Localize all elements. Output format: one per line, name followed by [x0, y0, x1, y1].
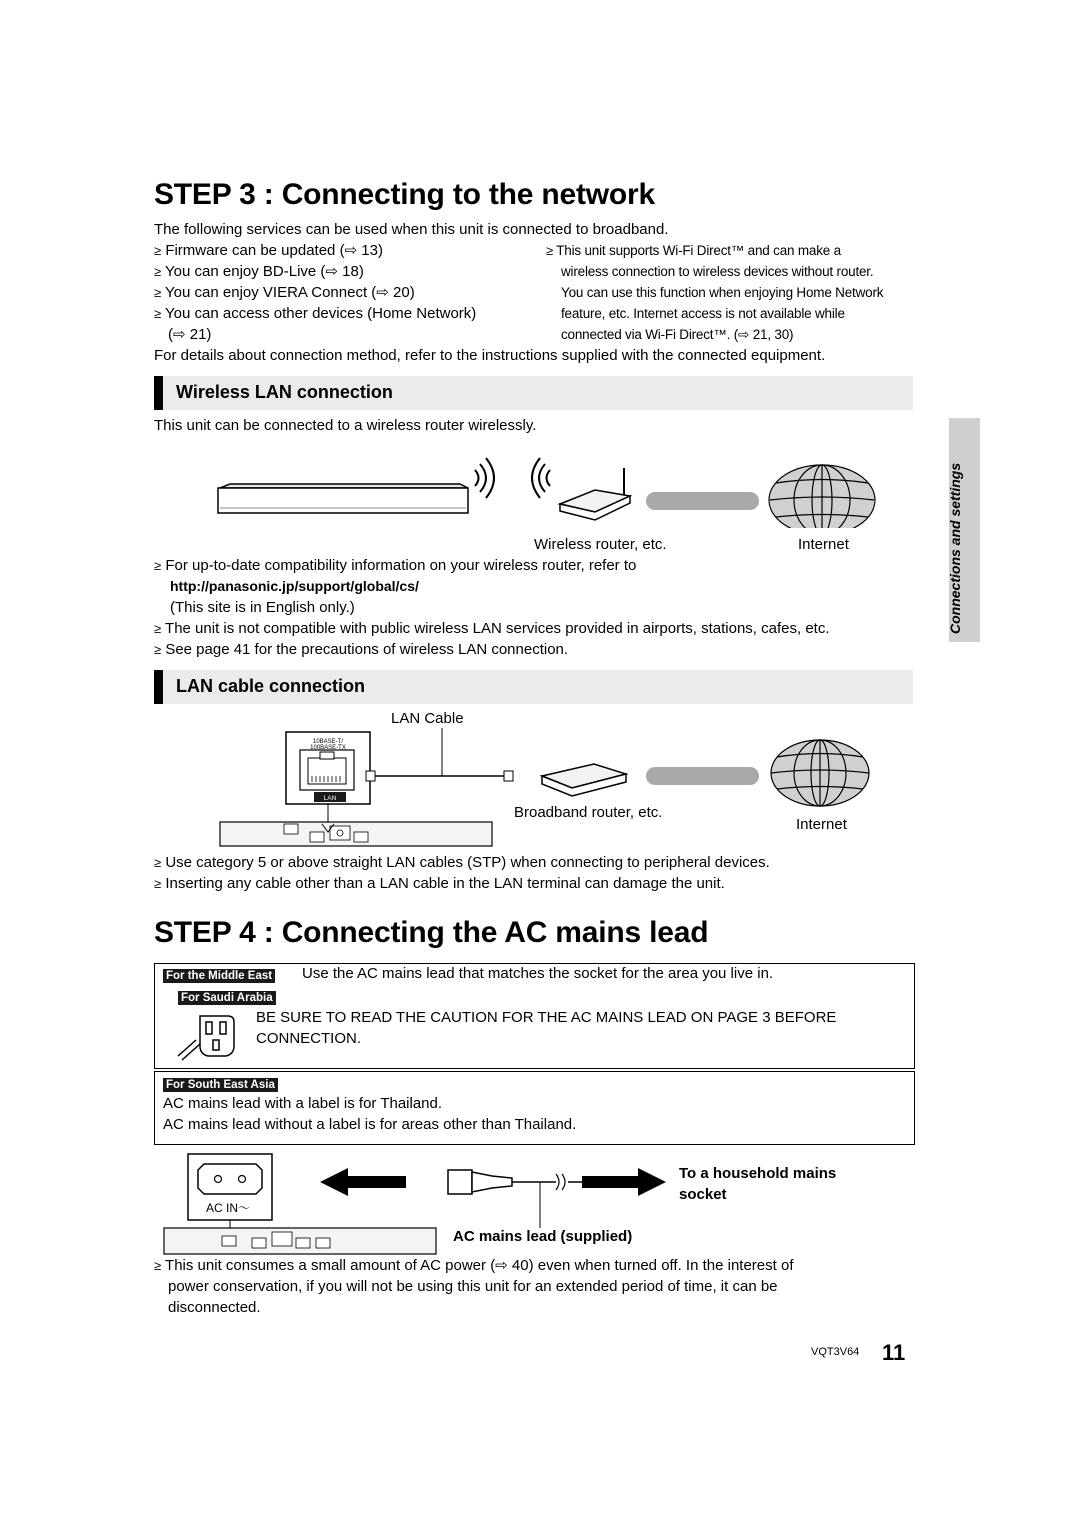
wireless-router-label: Wireless router, etc.	[534, 536, 667, 553]
step3-title: STEP 3 : Connecting to the network	[154, 178, 656, 211]
internet-globe-icon	[771, 740, 869, 806]
left-arrow-icon	[320, 1168, 406, 1196]
note-line: connected via Wi-Fi Direct™. (⇨ 21, 30)	[561, 327, 794, 342]
ac-lead-label: AC mains lead (supplied)	[453, 1228, 633, 1245]
socket-label-line: socket	[679, 1186, 727, 1203]
caution-line: CONNECTION.	[256, 1030, 361, 1047]
page-number: 11	[882, 1340, 906, 1365]
wireless-signal-icon	[475, 458, 494, 498]
bullet-symbol: ≥	[154, 855, 162, 870]
note-line: wireless connection to wireless devices without router.	[561, 264, 874, 279]
heading-bar	[154, 376, 163, 410]
lan-note: Use category 5 or above straight LAN cables (STP) when connecting to peripheral devices.	[165, 854, 770, 871]
document-code: VQT3V64	[811, 1346, 860, 1358]
bullet-symbol: ≥	[154, 306, 162, 321]
lan-notes	[154, 852, 770, 894]
wireless-router-image	[560, 468, 630, 520]
lan-diagram	[214, 728, 874, 853]
wifi-direct-note	[546, 240, 883, 345]
side-tab-label: Connections and settings	[947, 462, 963, 634]
port-label-line1: 10BASE-T/	[312, 739, 344, 745]
ac-in-label: AC IN～	[206, 1201, 251, 1215]
caution-line: BE SURE TO READ THE CAUTION FOR THE AC MAINS LEAD ON PAGE 3 BEFORE	[256, 1009, 837, 1026]
bullet-symbol: ≥	[154, 264, 162, 279]
caution-text	[256, 1007, 836, 1049]
port-label-line2: 100BASE-TX	[310, 745, 346, 751]
region-text: Use the AC mains lead that matches the socket for the area you live in.	[302, 965, 774, 982]
port-name: LAN	[323, 795, 337, 802]
broadband-router-image	[542, 764, 626, 796]
section-side-tab	[949, 418, 980, 642]
wireless-internet-label: Internet	[798, 536, 849, 553]
wireless-note: See page 41 for the precautions of wireless LAN connection.	[165, 641, 569, 658]
wireless-diagram	[210, 448, 890, 528]
socket-label	[679, 1163, 836, 1205]
services-list	[154, 240, 476, 345]
broadband-router-label: Broadband router, etc.	[514, 804, 663, 821]
ac-plug-image	[448, 1170, 582, 1228]
socket-label-line: To a household mains	[679, 1165, 837, 1182]
bullet-symbol: ≥	[154, 876, 162, 891]
service-item-cont: (⇨ 21)	[168, 326, 212, 343]
step4-title: STEP 4 : Connecting the AC mains lead	[154, 916, 709, 949]
bullet-symbol: ≥	[154, 1258, 162, 1273]
wireless-note: The unit is not compatible with public wireless LAN services provided in airports, stations, cafes, etc.	[165, 620, 830, 637]
compat-line: (This site is in English only.)	[170, 599, 355, 616]
connection-bar	[646, 492, 759, 510]
service-item: You can enjoy BD-Live (⇨ 18)	[165, 263, 364, 280]
step3-intro: The following services can be used when this unit is connected to broadband.	[154, 221, 669, 238]
note-line: feature, etc. Internet access is not available while	[561, 306, 845, 321]
sea-line: AC mains lead without a label is for areas other than Thailand.	[163, 1116, 577, 1133]
power-note-line: This unit consumes a small amount of AC power (⇨ 40) even when turned off. In the interest of	[165, 1257, 794, 1274]
right-arrow-icon	[582, 1168, 666, 1196]
internet-globe-icon	[769, 465, 875, 528]
region-tag-south-east-asia: For South East Asia	[163, 1078, 278, 1092]
bullet-symbol: ≥	[154, 642, 162, 657]
lan-note: Inserting any cable other than a LAN cable in the LAN terminal can damage the unit.	[165, 875, 725, 892]
region-tag-saudi-arabia: For Saudi Arabia	[178, 991, 276, 1005]
wireless-intro: This unit can be connected to a wireless router wirelessly.	[154, 417, 537, 434]
service-item: You can access other devices (Home Network)	[165, 305, 477, 322]
player-unit-image	[218, 484, 468, 513]
note-line: This unit supports Wi-Fi Direct™ and can make a	[556, 243, 841, 258]
bullet-symbol: ≥	[154, 621, 162, 636]
bullet-symbol: ≥	[154, 558, 162, 573]
uk-plug-icon	[176, 1010, 242, 1066]
ac-diagram	[160, 1150, 720, 1260]
support-url-link[interactable]: http://panasonic.jp/support/global/cs/	[170, 578, 419, 594]
wireless-lan-heading	[154, 376, 913, 410]
bullet-symbol: ≥	[154, 243, 162, 258]
wireless-lan-heading-label: Wireless LAN connection	[176, 382, 393, 402]
player-rear-panel-image	[164, 1228, 436, 1254]
power-note-line: disconnected.	[168, 1299, 261, 1316]
power-note-line: power conservation, if you will not be using this unit for an extended period of time, it can be	[168, 1278, 778, 1295]
sea-text	[163, 1093, 576, 1135]
bullet-symbol: ≥	[154, 285, 162, 300]
note-line: You can use this function when enjoying Home Network	[561, 285, 884, 300]
ac-in-socket-closeup	[188, 1154, 272, 1228]
compat-line: For up-to-date compatibility information on your wireless router, refer to	[165, 557, 637, 574]
player-rear-panel-image	[220, 822, 492, 846]
lan-cable-heading	[154, 670, 913, 704]
lan-cable-heading-label: LAN cable connection	[176, 676, 366, 696]
service-item: Firmware can be updated (⇨ 13)	[165, 242, 383, 259]
region-tag-middle-east: For the Middle East	[163, 969, 275, 983]
router-signal-icon	[532, 458, 550, 498]
sea-line: AC mains lead with a label is for Thailand.	[163, 1095, 443, 1112]
lan-cable-label: LAN Cable	[391, 710, 464, 727]
heading-bar	[154, 670, 163, 704]
step3-details: For details about connection method, refer to the instructions supplied with the connected equipment.	[154, 347, 826, 364]
lan-internet-label: Internet	[796, 816, 847, 833]
connection-bar	[646, 767, 759, 785]
bullet-symbol: ≥	[546, 243, 553, 258]
service-item: You can enjoy VIERA Connect (⇨ 20)	[165, 284, 415, 301]
power-note	[154, 1255, 794, 1318]
compat-info	[154, 555, 830, 660]
